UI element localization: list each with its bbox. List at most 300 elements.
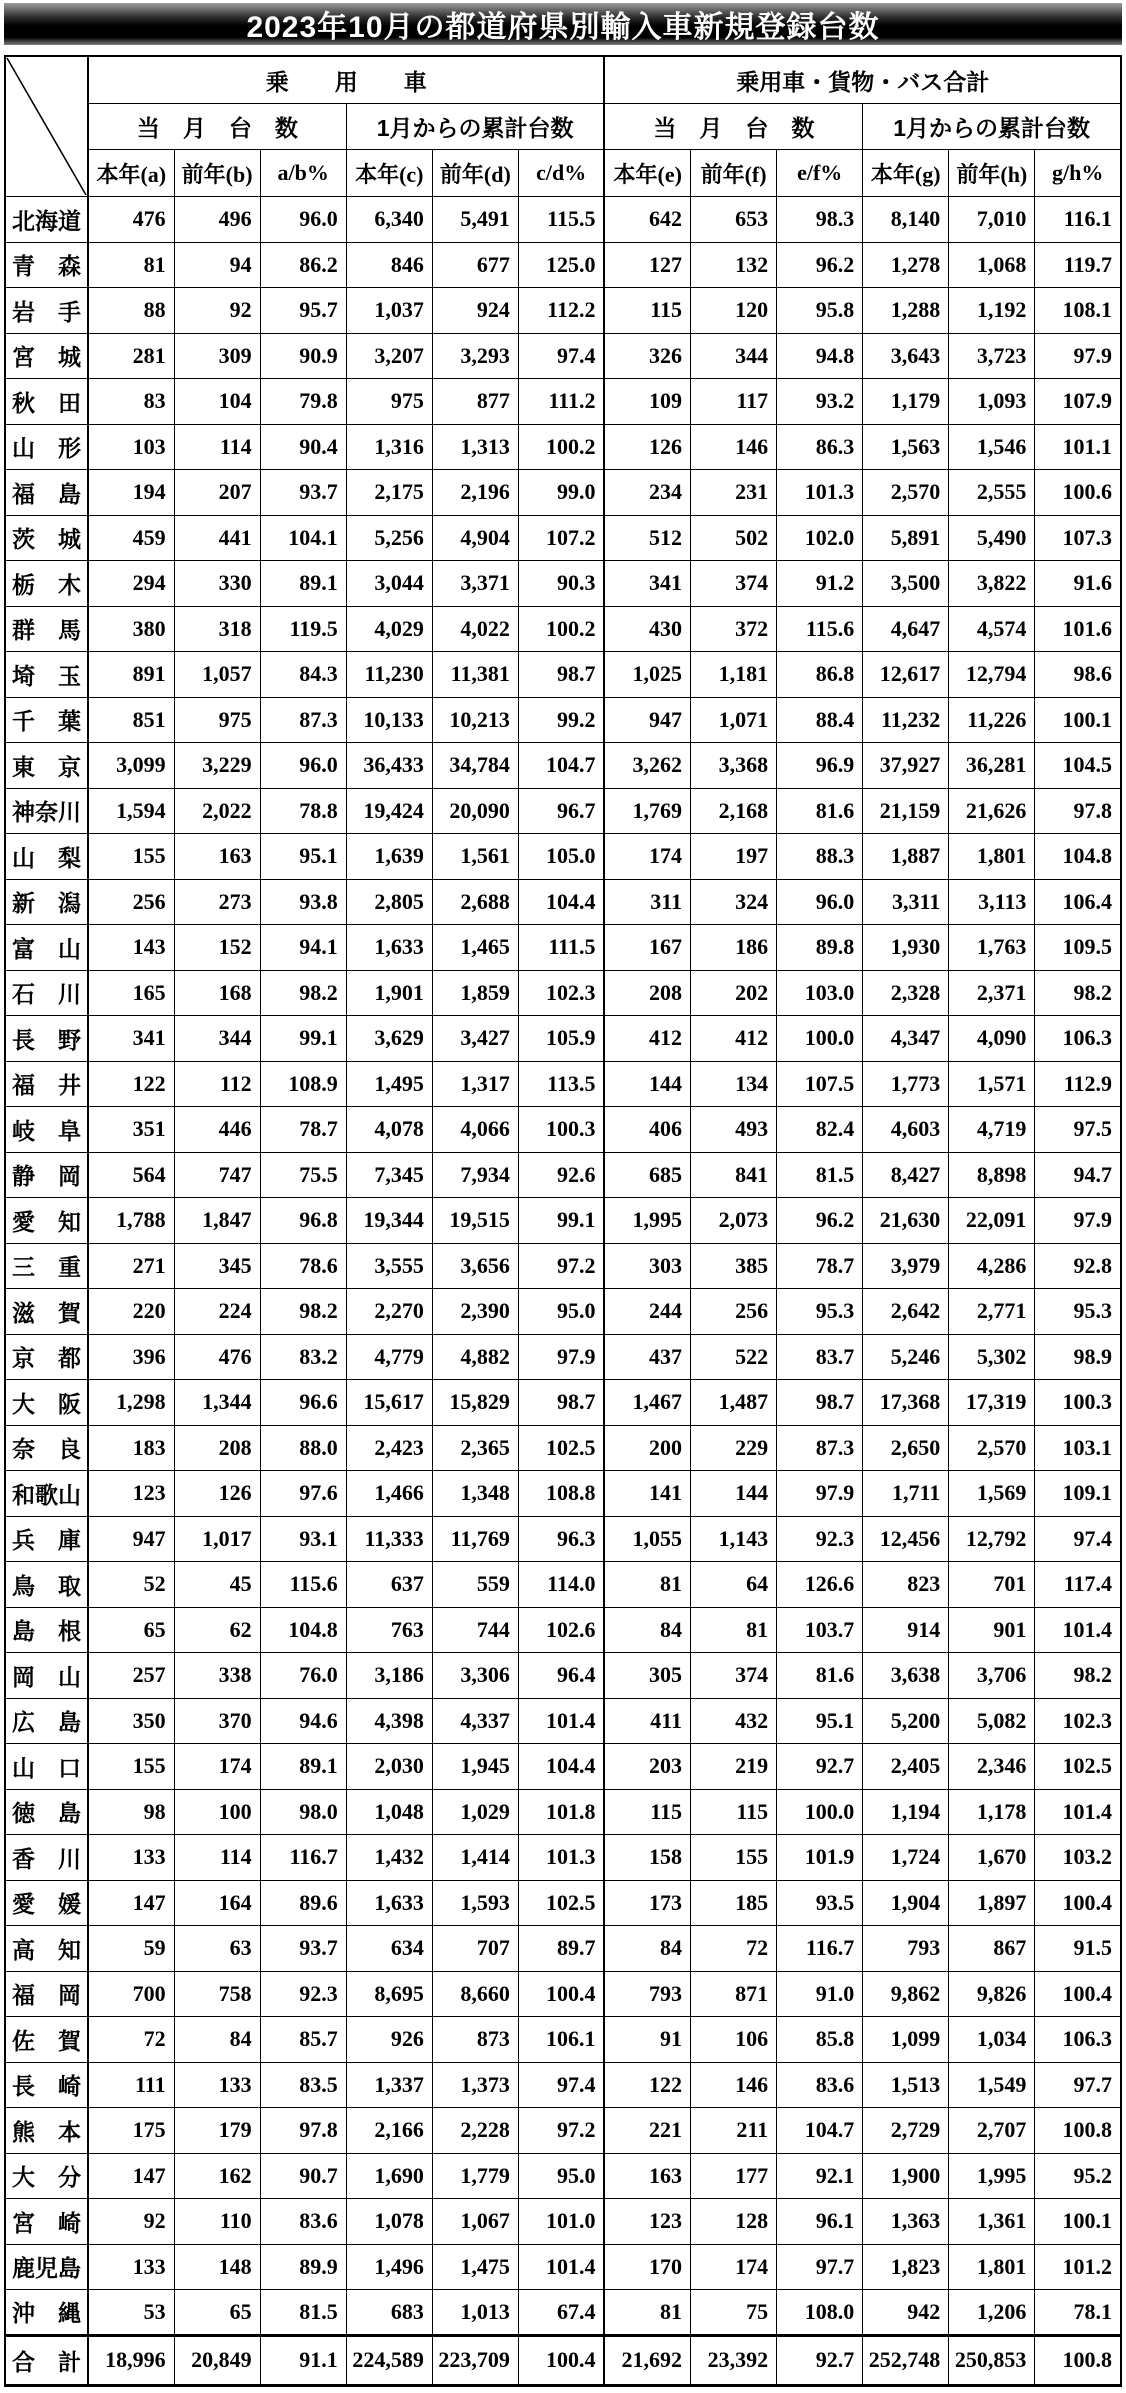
- prefecture-label: 滋賀: [12, 1299, 81, 1326]
- value-cell: 4,574: [949, 606, 1035, 652]
- prefecture-label: 新潟: [12, 890, 81, 917]
- value-cell: 1,690: [346, 2153, 432, 2199]
- prefecture-label: 鳥取: [12, 1572, 81, 1599]
- value-cell: 841: [691, 1152, 777, 1198]
- prefecture-label: 福井: [12, 1072, 81, 1099]
- prefecture-name: [5, 379, 88, 425]
- value-cell: 744: [432, 1607, 518, 1653]
- value-cell: 873: [432, 2017, 518, 2063]
- prefecture-label: 長野: [12, 1026, 81, 1053]
- prefecture-name: [5, 2199, 88, 2245]
- value-cell: 559: [432, 1562, 518, 1608]
- value-cell: 96.9: [777, 743, 863, 789]
- value-cell: 256: [691, 1289, 777, 1335]
- value-cell: 2,642: [863, 1289, 949, 1335]
- value-cell: 5,246: [863, 1334, 949, 1380]
- value-cell: 1,194: [863, 1789, 949, 1835]
- value-cell: 257: [88, 1653, 174, 1699]
- value-cell: 104.1: [260, 515, 346, 561]
- value-cell: 128: [691, 2199, 777, 2245]
- col-header-e: 本年(e): [604, 150, 690, 197]
- value-cell: 20,849: [174, 2335, 260, 2385]
- value-cell: 83.5: [260, 2062, 346, 2108]
- value-cell: 1,179: [863, 379, 949, 425]
- value-cell: 370: [174, 1698, 260, 1744]
- value-cell: 97.4: [518, 333, 604, 379]
- value-cell: 1,901: [346, 970, 432, 1016]
- value-cell: 3,262: [604, 743, 690, 789]
- value-cell: 4,090: [949, 1016, 1035, 1062]
- value-cell: 104.7: [518, 743, 604, 789]
- col-header-ef: e/f%: [777, 150, 863, 197]
- value-cell: 2,166: [346, 2108, 432, 2154]
- value-cell: 15,829: [432, 1380, 518, 1426]
- table-row: [5, 1698, 1121, 1744]
- value-cell: 104: [174, 379, 260, 425]
- value-cell: 3,044: [346, 561, 432, 607]
- value-cell: 2,405: [863, 1744, 949, 1790]
- value-cell: 96.0: [260, 743, 346, 789]
- prefecture-label: 愛媛: [12, 1891, 81, 1918]
- value-cell: 117.4: [1035, 1562, 1121, 1608]
- value-cell: 975: [346, 379, 432, 425]
- prefecture-label: 北海道: [12, 207, 81, 234]
- prefecture-label: 和歌山: [12, 1481, 81, 1508]
- value-cell: 677: [432, 242, 518, 288]
- value-cell: 101.3: [518, 1835, 604, 1881]
- value-cell: 2,073: [691, 1198, 777, 1244]
- value-cell: 92.7: [777, 2335, 863, 2385]
- prefecture-label: 富山: [12, 935, 81, 962]
- prefecture-label: 三重: [12, 1254, 81, 1281]
- value-cell: 763: [346, 1607, 432, 1653]
- value-cell: 229: [691, 1425, 777, 1471]
- value-cell: 92.7: [777, 1744, 863, 1790]
- registration-table: [4, 55, 1122, 2387]
- value-cell: 4,066: [432, 1107, 518, 1153]
- value-cell: 3,500: [863, 561, 949, 607]
- value-cell: 2,688: [432, 879, 518, 925]
- value-cell: 102.5: [1035, 1744, 1121, 1790]
- value-cell: 108.1: [1035, 288, 1121, 334]
- value-cell: 126.6: [777, 1562, 863, 1608]
- value-cell: 96.6: [260, 1380, 346, 1426]
- col-header-b: 前年(b): [174, 150, 260, 197]
- prefecture-name: [5, 970, 88, 1016]
- value-cell: 97.9: [1035, 1198, 1121, 1244]
- value-cell: 133: [88, 1835, 174, 1881]
- col-header-d: 前年(d): [432, 150, 518, 197]
- value-cell: 1,549: [949, 2062, 1035, 2108]
- value-cell: 202: [691, 970, 777, 1016]
- col-header-cd: c/d%: [518, 150, 604, 197]
- table-row: [5, 1607, 1121, 1653]
- prefecture-name: [5, 1289, 88, 1335]
- value-cell: 101.1: [1035, 424, 1121, 470]
- value-cell: 87.3: [260, 697, 346, 743]
- page-title: 2023年10月の都道府県別輸入車新規登録台数: [246, 11, 880, 44]
- prefecture-name: [5, 2244, 88, 2290]
- value-cell: 165: [88, 970, 174, 1016]
- value-cell: 100.6: [1035, 470, 1121, 516]
- value-cell: 186: [691, 925, 777, 971]
- prefecture-name: [5, 1562, 88, 1608]
- table-row: [5, 1380, 1121, 1426]
- value-cell: 98.2: [260, 1289, 346, 1335]
- value-cell: 36,433: [346, 743, 432, 789]
- value-cell: 99.1: [260, 1016, 346, 1062]
- value-cell: 3,113: [949, 879, 1035, 925]
- prefecture-name: [5, 1971, 88, 2017]
- value-cell: 102.5: [518, 1425, 604, 1471]
- prefecture-label: 合計: [12, 2348, 81, 2375]
- value-cell: 1,337: [346, 2062, 432, 2108]
- value-cell: 2,196: [432, 470, 518, 516]
- value-cell: 90.4: [260, 424, 346, 470]
- value-cell: 1,724: [863, 1835, 949, 1881]
- value-cell: 4,337: [432, 1698, 518, 1744]
- value-cell: 92.3: [260, 1971, 346, 2017]
- value-cell: 1,773: [863, 1061, 949, 1107]
- value-cell: 91.1: [260, 2335, 346, 2385]
- prefecture-name: [5, 1152, 88, 1198]
- value-cell: 8,427: [863, 1152, 949, 1198]
- value-cell: 207: [174, 470, 260, 516]
- value-cell: 97.8: [260, 2108, 346, 2154]
- value-cell: 947: [604, 697, 690, 743]
- value-cell: 114: [174, 1835, 260, 1881]
- value-cell: 3,099: [88, 743, 174, 789]
- value-cell: 81: [691, 1607, 777, 1653]
- value-cell: 93.7: [260, 470, 346, 516]
- table-row: [5, 1061, 1121, 1107]
- table-row: [5, 2244, 1121, 2290]
- value-cell: 75.5: [260, 1152, 346, 1198]
- value-cell: 84: [604, 1607, 690, 1653]
- value-cell: 81: [604, 2290, 690, 2336]
- value-cell: 82.4: [777, 1107, 863, 1153]
- value-cell: 22,091: [949, 1198, 1035, 1244]
- value-cell: 2,022: [174, 788, 260, 834]
- prefecture-name: [5, 1698, 88, 1744]
- value-cell: 78.8: [260, 788, 346, 834]
- value-cell: 95.0: [518, 1289, 604, 1335]
- value-cell: 18,996: [88, 2335, 174, 2385]
- value-cell: 637: [346, 1562, 432, 1608]
- value-cell: 89.8: [777, 925, 863, 971]
- prefecture-name: [5, 1334, 88, 1380]
- value-cell: 108.8: [518, 1471, 604, 1517]
- value-cell: 1,995: [949, 2153, 1035, 2199]
- table-row: [5, 424, 1121, 470]
- table-row: [5, 1334, 1121, 1380]
- value-cell: 4,603: [863, 1107, 949, 1153]
- value-cell: 143: [88, 925, 174, 971]
- value-cell: 4,779: [346, 1334, 432, 1380]
- value-cell: 179: [174, 2108, 260, 2154]
- value-cell: 1,099: [863, 2017, 949, 2063]
- value-cell: 309: [174, 333, 260, 379]
- value-cell: 2,371: [949, 970, 1035, 1016]
- prefecture-label: 愛知: [12, 1208, 81, 1235]
- value-cell: 63: [174, 1926, 260, 1972]
- table-row: [5, 1562, 1121, 1608]
- value-cell: 1,017: [174, 1516, 260, 1562]
- value-cell: 2,228: [432, 2108, 518, 2154]
- value-cell: 3,311: [863, 879, 949, 925]
- column-header-row: [5, 150, 1121, 197]
- value-cell: 90.7: [260, 2153, 346, 2199]
- value-cell: 23,392: [691, 2335, 777, 2385]
- value-cell: 112.2: [518, 288, 604, 334]
- prefecture-label: 宮崎: [12, 2209, 81, 2236]
- value-cell: 97.9: [518, 1334, 604, 1380]
- value-cell: 4,029: [346, 606, 432, 652]
- table-row: [5, 925, 1121, 971]
- table-row: [5, 970, 1121, 1016]
- prefecture-label: 栃木: [12, 571, 81, 598]
- value-cell: 341: [88, 1016, 174, 1062]
- value-cell: 96.8: [260, 1198, 346, 1244]
- value-cell: 4,286: [949, 1243, 1035, 1289]
- prefecture-label: 群馬: [12, 617, 81, 644]
- value-cell: 78.7: [777, 1243, 863, 1289]
- prefecture-name: [5, 1243, 88, 1289]
- value-cell: 110: [174, 2199, 260, 2245]
- prefecture-name: [5, 2017, 88, 2063]
- prefecture-name: [5, 606, 88, 652]
- value-cell: 5,490: [949, 515, 1035, 561]
- prefecture-name: [5, 1926, 88, 1972]
- value-cell: 3,207: [346, 333, 432, 379]
- value-cell: 4,347: [863, 1016, 949, 1062]
- table-row: [5, 561, 1121, 607]
- value-cell: 106.1: [518, 2017, 604, 2063]
- value-cell: 1,930: [863, 925, 949, 971]
- value-cell: 8,695: [346, 1971, 432, 2017]
- value-cell: 52: [88, 1562, 174, 1608]
- value-cell: 2,570: [863, 470, 949, 516]
- value-cell: 95.7: [260, 288, 346, 334]
- value-cell: 99.0: [518, 470, 604, 516]
- value-cell: 1,414: [432, 1835, 518, 1881]
- prefecture-name: [5, 2062, 88, 2108]
- value-cell: 867: [949, 1926, 1035, 1972]
- value-cell: 1,496: [346, 2244, 432, 2290]
- table-row: [5, 1243, 1121, 1289]
- value-cell: 155: [691, 1835, 777, 1881]
- value-cell: 1,348: [432, 1471, 518, 1517]
- value-cell: 1,475: [432, 2244, 518, 2290]
- value-cell: 104.8: [260, 1607, 346, 1653]
- value-cell: 97.9: [1035, 333, 1121, 379]
- value-cell: 345: [174, 1243, 260, 1289]
- value-cell: 914: [863, 1607, 949, 1653]
- value-cell: 3,555: [346, 1243, 432, 1289]
- prefecture-label: 山形: [12, 435, 81, 462]
- value-cell: 115: [604, 1789, 690, 1835]
- value-cell: 411: [604, 1698, 690, 1744]
- value-cell: 100.4: [1035, 1880, 1121, 1926]
- value-cell: 89.6: [260, 1880, 346, 1926]
- value-cell: 231: [691, 470, 777, 516]
- value-cell: 86.2: [260, 242, 346, 288]
- value-cell: 947: [88, 1516, 174, 1562]
- value-cell: 683: [346, 2290, 432, 2336]
- value-cell: 91.6: [1035, 561, 1121, 607]
- value-cell: 114: [174, 424, 260, 470]
- value-cell: 88: [88, 288, 174, 334]
- value-cell: 126: [174, 1471, 260, 1517]
- value-cell: 256: [88, 879, 174, 925]
- value-cell: 100.3: [518, 1107, 604, 1153]
- value-cell: 117: [691, 379, 777, 425]
- subgroup-month-2: 当 月 台 数: [604, 104, 862, 150]
- value-cell: 88.0: [260, 1425, 346, 1471]
- value-cell: 1,487: [691, 1380, 777, 1426]
- value-cell: 103.1: [1035, 1425, 1121, 1471]
- value-cell: 45: [174, 1562, 260, 1608]
- value-cell: 94.1: [260, 925, 346, 971]
- prefecture-name: [5, 1016, 88, 1062]
- table-row: [5, 1744, 1121, 1790]
- table-row: [5, 1198, 1121, 1244]
- value-cell: 200: [604, 1425, 690, 1471]
- value-cell: 1,897: [949, 1880, 1035, 1926]
- value-cell: 101.6: [1035, 606, 1121, 652]
- value-cell: 109.5: [1035, 925, 1121, 971]
- prefecture-label: 長崎: [12, 2073, 81, 2100]
- prefecture-name: [5, 1198, 88, 1244]
- prefecture-label: 青森: [12, 253, 81, 280]
- prefecture-name: [5, 1880, 88, 1926]
- prefecture-name: [5, 1471, 88, 1517]
- prefecture-label: 石川: [12, 981, 81, 1008]
- value-cell: 81.6: [777, 1653, 863, 1699]
- value-cell: 1,057: [174, 652, 260, 698]
- value-cell: 1,779: [432, 2153, 518, 2199]
- prefecture-name: [5, 2153, 88, 2199]
- value-cell: 194: [88, 470, 174, 516]
- prefecture-label: 徳島: [12, 1800, 81, 1827]
- value-cell: 15,617: [346, 1380, 432, 1426]
- value-cell: 1,313: [432, 424, 518, 470]
- value-cell: 64: [691, 1562, 777, 1608]
- value-cell: 11,230: [346, 652, 432, 698]
- value-cell: 104.4: [518, 1744, 604, 1790]
- prefecture-label: 岡山: [12, 1663, 81, 1690]
- value-cell: 116.7: [777, 1926, 863, 1972]
- value-cell: 1,569: [949, 1471, 1035, 1517]
- subgroup-month-1: 当 月 台 数: [88, 104, 346, 150]
- value-cell: 10,133: [346, 697, 432, 743]
- value-cell: 19,515: [432, 1198, 518, 1244]
- table-row: [5, 333, 1121, 379]
- value-cell: 96.3: [518, 1516, 604, 1562]
- value-cell: 1,859: [432, 970, 518, 1016]
- value-cell: 163: [604, 2153, 690, 2199]
- value-cell: 851: [88, 697, 174, 743]
- value-cell: 1,055: [604, 1516, 690, 1562]
- value-cell: 1,288: [863, 288, 949, 334]
- value-cell: 1,904: [863, 1880, 949, 1926]
- prefecture-name: [5, 1789, 88, 1835]
- value-cell: 144: [604, 1061, 690, 1107]
- value-cell: 107.5: [777, 1061, 863, 1107]
- subgroup-cumulative-1: 1月からの累計台数: [346, 104, 604, 150]
- value-cell: 75: [691, 2290, 777, 2336]
- value-cell: 1,945: [432, 1744, 518, 1790]
- value-cell: 250,853: [949, 2335, 1035, 2385]
- prefecture-label: 佐賀: [12, 2027, 81, 2054]
- value-cell: 91.2: [777, 561, 863, 607]
- value-cell: 92.8: [1035, 1243, 1121, 1289]
- value-cell: 100.1: [1035, 697, 1121, 743]
- value-cell: 9,862: [863, 1971, 949, 2017]
- value-cell: 92.1: [777, 2153, 863, 2199]
- value-cell: 224,589: [346, 2335, 432, 2385]
- value-cell: 116.7: [260, 1835, 346, 1881]
- value-cell: 2,270: [346, 1289, 432, 1335]
- value-cell: 92: [174, 288, 260, 334]
- value-cell: 1,823: [863, 2244, 949, 2290]
- value-cell: 120: [691, 288, 777, 334]
- title-bar: [4, 3, 1122, 45]
- value-cell: 108.9: [260, 1061, 346, 1107]
- value-cell: 95.3: [1035, 1289, 1121, 1335]
- prefecture-name: [5, 879, 88, 925]
- table-row: [5, 1289, 1121, 1335]
- prefecture-label: 香川: [12, 1845, 81, 1872]
- value-cell: 134: [691, 1061, 777, 1107]
- value-cell: 12,792: [949, 1516, 1035, 1562]
- table-row: [5, 2290, 1121, 2336]
- value-cell: 83: [88, 379, 174, 425]
- value-cell: 112: [174, 1061, 260, 1107]
- value-cell: 100.4: [518, 1971, 604, 2017]
- value-cell: 103.2: [1035, 1835, 1121, 1881]
- value-cell: 133: [174, 2062, 260, 2108]
- value-cell: 96.2: [777, 1198, 863, 1244]
- table-row: [5, 1971, 1121, 2017]
- value-cell: 83.7: [777, 1334, 863, 1380]
- value-cell: 183: [88, 1425, 174, 1471]
- value-cell: 104.4: [518, 879, 604, 925]
- prefecture-name: [5, 1107, 88, 1153]
- value-cell: 1,561: [432, 834, 518, 880]
- value-cell: 877: [432, 379, 518, 425]
- value-cell: 155: [88, 1744, 174, 1790]
- value-cell: 3,638: [863, 1653, 949, 1699]
- value-cell: 1,995: [604, 1198, 690, 1244]
- value-cell: 1,206: [949, 2290, 1035, 2336]
- prefecture-label: 鹿児島: [12, 2255, 81, 2282]
- value-cell: 89.1: [260, 1744, 346, 1790]
- prefecture-name: [5, 515, 88, 561]
- value-cell: 5,200: [863, 1698, 949, 1744]
- value-cell: 4,647: [863, 606, 949, 652]
- value-cell: 1,067: [432, 2199, 518, 2245]
- value-cell: 158: [604, 1835, 690, 1881]
- value-cell: 88.4: [777, 697, 863, 743]
- value-cell: 100: [174, 1789, 260, 1835]
- value-cell: 3,822: [949, 561, 1035, 607]
- value-cell: 168: [174, 970, 260, 1016]
- value-cell: 97.5: [1035, 1107, 1121, 1153]
- prefecture-name: [5, 2290, 88, 2336]
- value-cell: 106.3: [1035, 2017, 1121, 2063]
- value-cell: 2,365: [432, 1425, 518, 1471]
